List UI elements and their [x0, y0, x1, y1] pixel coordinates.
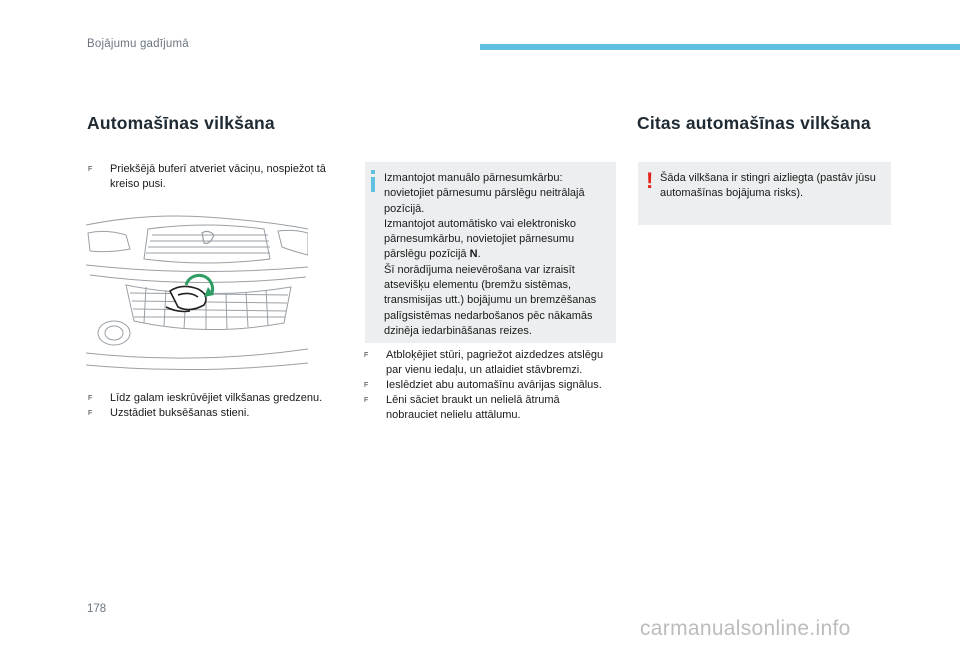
- step-item: [88, 406, 353, 421]
- step-text: Uzstādiet buksēšanas stieni.: [110, 407, 250, 419]
- left-steps-bottom: [88, 391, 353, 421]
- bullet-icon: F: [88, 410, 93, 417]
- step-item: [364, 393, 604, 423]
- gear-position-n: N: [469, 248, 478, 261]
- step-text: Atbloķējiet stūri, pagriežot aizdedzes atslēgu par vienu iedaļu, un atlaidiet stāvbremzi.: [386, 349, 604, 376]
- step-item: [88, 391, 353, 406]
- watermark: carmanualsonline.info: [640, 617, 851, 640]
- title-towing-own-car: Automašīnas vilkšana: [87, 113, 275, 133]
- bullet-icon: F: [88, 395, 93, 402]
- front-bumper-illustration: [86, 215, 308, 372]
- info-text-part: .: [477, 248, 481, 261]
- bullet-icon: F: [364, 352, 369, 359]
- info-line: [384, 217, 614, 263]
- step-text: Līdz galam ieskrūvējiet vilkšanas gredzenu.: [110, 392, 323, 404]
- bullet-icon: F: [364, 382, 369, 389]
- step-item: [88, 162, 353, 192]
- step-text: Priekšējā buferī atveriet vāciņu, nospiežot tā kreiso pusi.: [110, 163, 326, 190]
- info-icon: [369, 170, 377, 192]
- title-towing-other-car: Citas automašīnas vilkšana: [637, 113, 871, 133]
- info-text: [384, 171, 614, 339]
- step-item: [364, 378, 604, 393]
- warning-icon: !: [646, 168, 654, 193]
- step-text: Lēni sāciet braukt un nelielā ātrumā nobrauciet nelielu attālumu.: [386, 394, 560, 421]
- page-number: 178: [87, 603, 107, 615]
- bullet-icon: F: [364, 397, 369, 404]
- section-header: Bojājumu gadījumā: [87, 38, 189, 50]
- warning-text: Šāda vilkšana ir stingri aizliegta (pastāv jūsu automašīnas bojājuma risks).: [660, 172, 876, 200]
- info-line: Šī norādījuma neievērošana var izraisīt atsevišķu elementu (bremžu sistēmas, transmisijas utt.) bojājumu un bremzēšanas palīgsistēmas nedarbošanos pēc nākamās dzinēja iedarbināšanas reizes.: [384, 263, 597, 337]
- step-text: Ieslēdziet abu automašīnu avārijas signālus.: [386, 379, 602, 391]
- left-steps-top: [88, 162, 353, 192]
- middle-steps: [364, 348, 604, 423]
- header-accent-bar: [480, 44, 960, 50]
- info-line: Izmantojot manuālo pārnesumkārbu: novietojiet pārnesumu pārslēgu neitrālajā pozīcijā.: [384, 172, 585, 215]
- step-item: [364, 348, 604, 378]
- bullet-icon: F: [88, 166, 93, 173]
- info-text-part: Izmantojot automātisko vai elektronisko pārnesumkārbu, novietojiet pārnesumu pārslēgu pozīcijā: [384, 217, 576, 261]
